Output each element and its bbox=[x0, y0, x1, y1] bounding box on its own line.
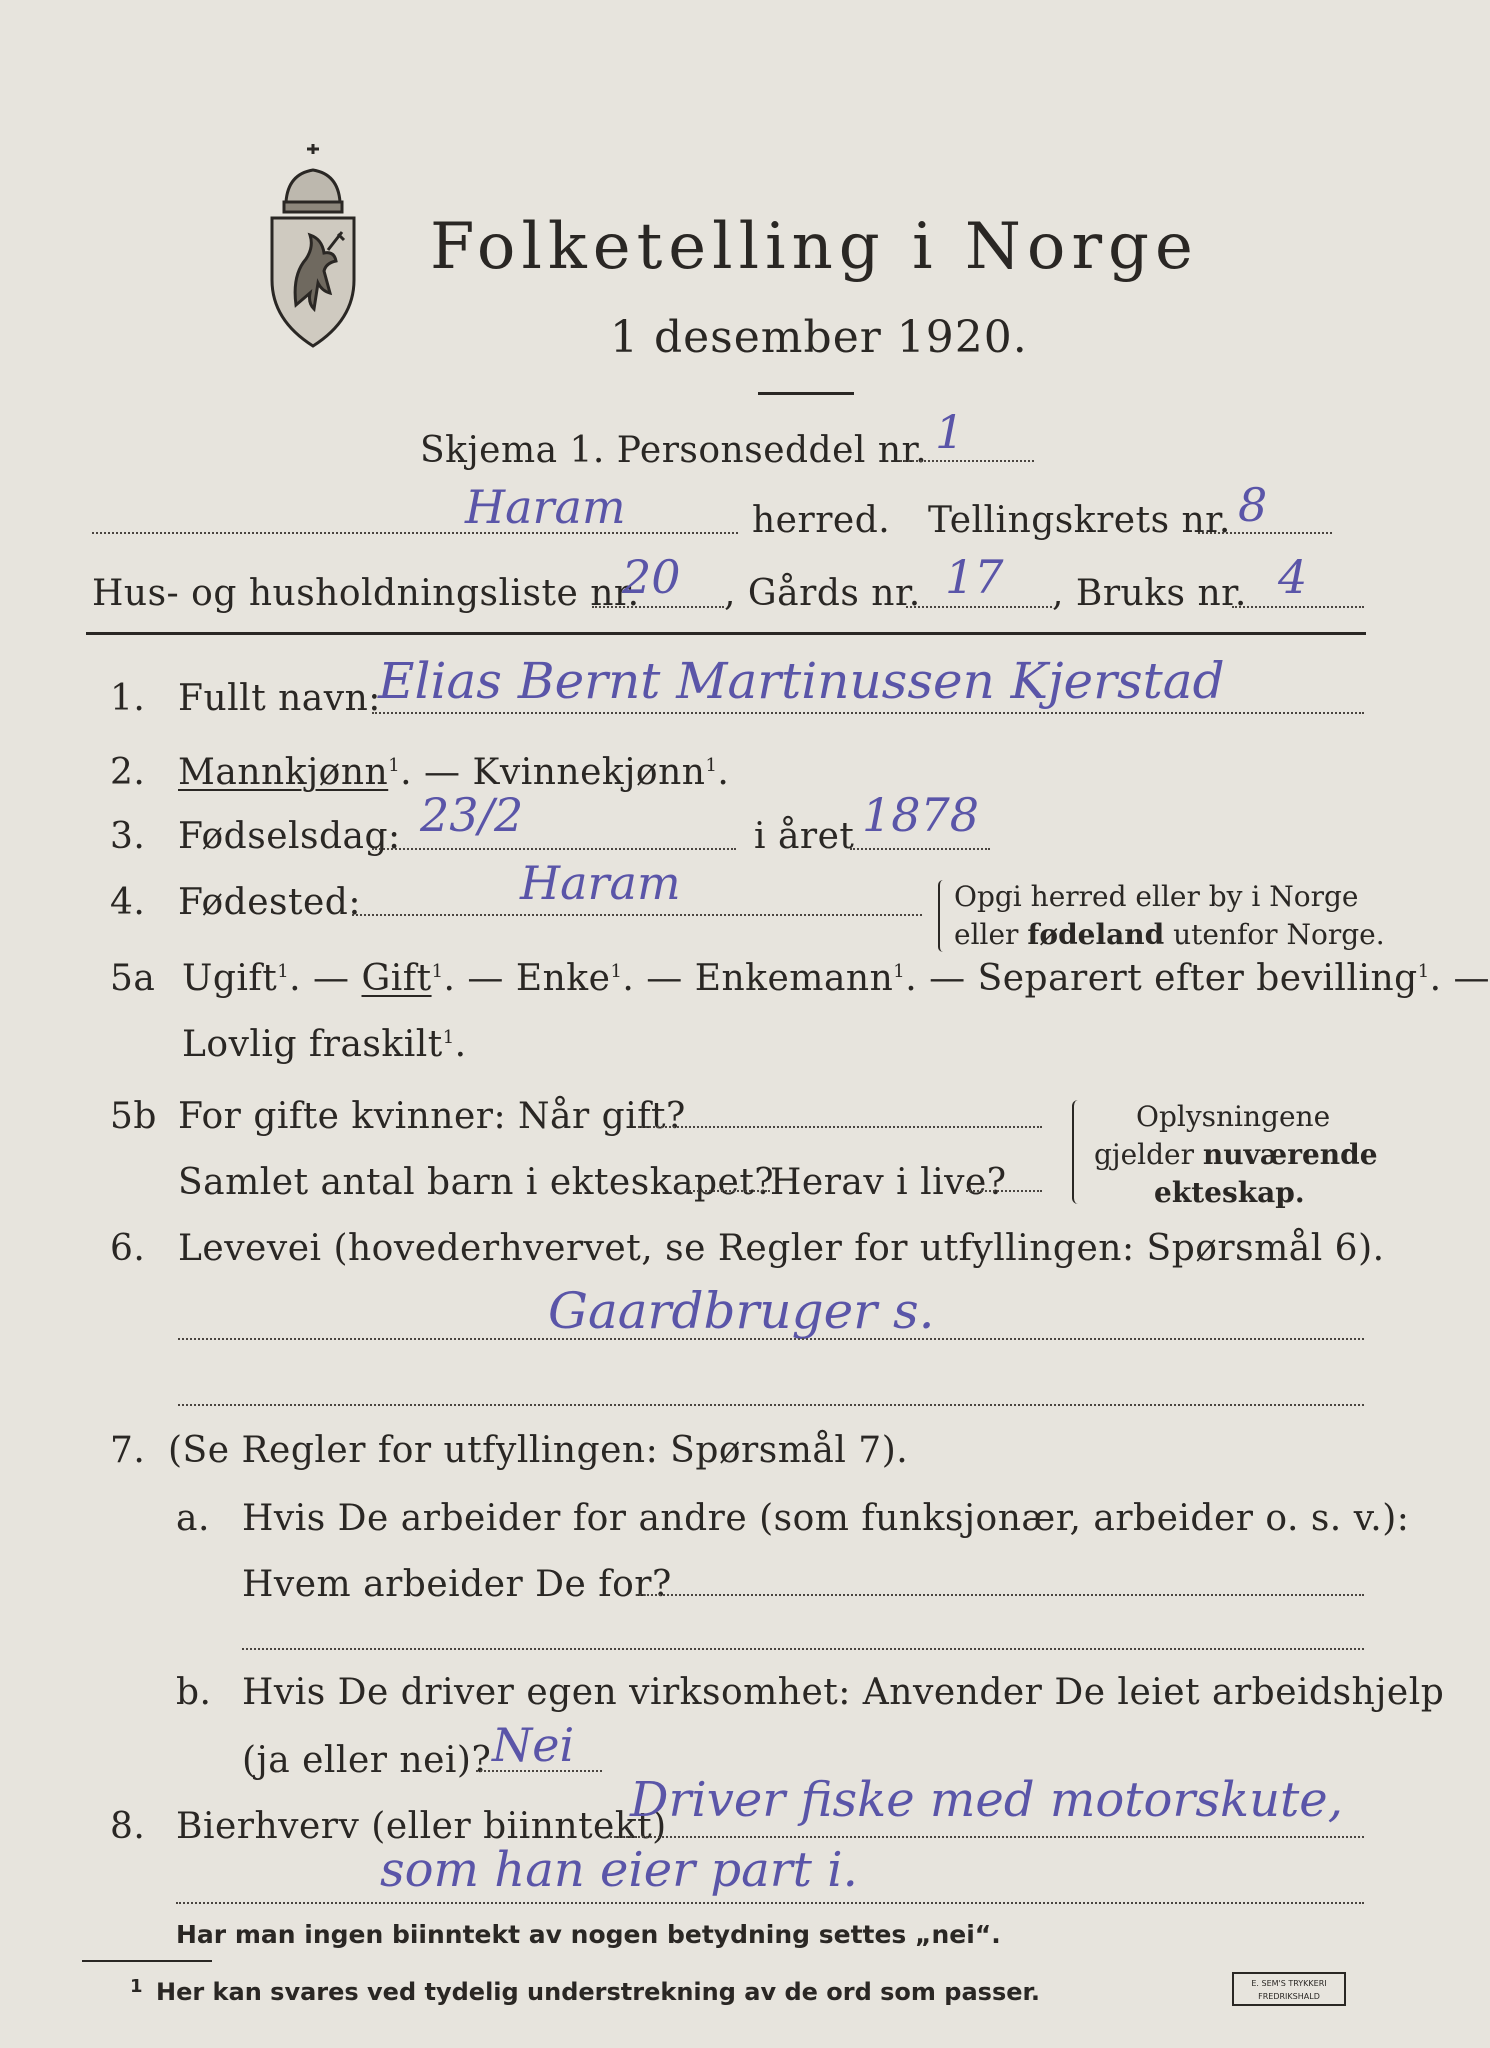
q4-number: 4. bbox=[110, 882, 146, 923]
personseddel-line bbox=[900, 460, 1034, 462]
herred-label: herred. bbox=[752, 500, 891, 541]
birthdate-label: Fødselsdag: bbox=[178, 816, 401, 857]
title-divider bbox=[758, 392, 854, 395]
q3-number: 3. bbox=[110, 816, 146, 857]
employer-line-2 bbox=[242, 1648, 1364, 1650]
hired-help-value[interactable]: Nei bbox=[492, 1718, 575, 1772]
side-income-value-2[interactable]: som han eier part i. bbox=[380, 1842, 858, 1898]
q7-label: (Se Regler for utfyllingen: Spørsmål 7). bbox=[168, 1430, 909, 1471]
q5b-number: 5b bbox=[110, 1096, 157, 1137]
marital-enke[interactable]: . — Enke bbox=[443, 958, 611, 999]
tellingskrets-label: Tellingskrets nr. bbox=[928, 500, 1231, 541]
q7a-line-2: Hvem arbeider De for? bbox=[242, 1564, 672, 1605]
sex-option-female[interactable]: . — Kvinnekjønn bbox=[400, 752, 706, 793]
birthyear-value[interactable]: 1878 bbox=[862, 788, 980, 842]
side-income-line-1 bbox=[610, 1836, 1364, 1838]
sex-options-end: . bbox=[717, 752, 730, 793]
household-list-number[interactable]: 20 bbox=[622, 550, 681, 604]
birthplace-note-brace bbox=[938, 880, 948, 952]
tellingskrets-number[interactable]: 8 bbox=[1238, 478, 1268, 532]
sex-option-male[interactable]: Mannkjønn bbox=[178, 752, 389, 793]
birthyear-line bbox=[850, 848, 990, 850]
household-list-line bbox=[592, 606, 724, 608]
q6-number: 6. bbox=[110, 1228, 146, 1269]
occupation-line-1 bbox=[178, 1338, 1364, 1340]
occupation-line-2 bbox=[178, 1404, 1364, 1406]
children-alive-label: Herav i live? bbox=[770, 1162, 1007, 1203]
married-when-line bbox=[638, 1126, 1042, 1128]
q1-number: 1. bbox=[110, 678, 146, 719]
q7b-letter: b. bbox=[176, 1672, 212, 1713]
personseddel-number[interactable]: 1 bbox=[935, 405, 965, 459]
marital-status-options: Ugift$^1$. — Gift$^1$. — Enke$^1$. — Enkemann$^1$. — Separert efter bevilling$^1$. — bbox=[182, 958, 1490, 999]
side-income-label: Bierhverv (eller biinntekt) bbox=[176, 1806, 667, 1847]
census-date: 1 desember 1920. bbox=[610, 312, 1028, 363]
birthdate-line bbox=[372, 848, 736, 850]
marriage-note-line-1: Oplysningene bbox=[1136, 1100, 1331, 1133]
children-total-label: Samlet antal barn i ekteskapet? bbox=[178, 1162, 775, 1203]
gards-number[interactable]: 17 bbox=[945, 550, 1004, 604]
q7a-letter: a. bbox=[176, 1498, 210, 1539]
marriage-note-brace bbox=[1072, 1100, 1084, 1204]
herred-name[interactable]: Haram bbox=[465, 480, 626, 534]
norwegian-coat-of-arms-icon bbox=[258, 140, 368, 350]
full-name-value[interactable]: Elias Bernt Martinussen Kjerstad bbox=[378, 652, 1225, 710]
bruks-label: , Bruks nr. bbox=[1052, 573, 1247, 614]
q8-number: 8. bbox=[110, 1806, 146, 1847]
side-income-note: Har man ingen biinntekt av nogen betydning settes „nei“. bbox=[176, 1920, 1001, 1949]
q5a-number: 5a bbox=[110, 958, 156, 999]
q2-number: 2. bbox=[110, 752, 146, 793]
bruks-number[interactable]: 4 bbox=[1278, 550, 1308, 604]
side-income-value-1[interactable]: Driver fiske med motorskute, bbox=[630, 1772, 1343, 1828]
birthplace-label: Fødested: bbox=[178, 882, 361, 923]
employer-line-1 bbox=[636, 1594, 1364, 1596]
birthplace-line bbox=[352, 914, 922, 916]
q1-label: Fullt navn: bbox=[178, 678, 381, 719]
birthyear-label: i året bbox=[754, 816, 855, 857]
birthplace-note-line-2: eller fødeland utenfor Norge. bbox=[954, 918, 1385, 951]
footnote-mark: 1 bbox=[130, 1976, 143, 1997]
q1-line bbox=[372, 712, 1364, 714]
sex-footnote-mark-1: 1 bbox=[388, 755, 401, 776]
marriage-note-line-2: gjelder nuværende bbox=[1094, 1138, 1378, 1171]
children-total-line bbox=[686, 1190, 770, 1192]
form-title: Folketelling i Norge bbox=[430, 210, 1199, 284]
children-alive-line bbox=[966, 1190, 1042, 1192]
birthplace-note-line-1: Opgi herred eller by i Norge bbox=[954, 880, 1359, 913]
sex-options bbox=[178, 752, 729, 793]
household-list-label: Hus- og husholdningsliste nr. bbox=[92, 573, 640, 614]
q7a-line-1: Hvis De arbeider for andre (som funksjonær, arbeider o. s. v.): bbox=[242, 1498, 1410, 1539]
marital-separert[interactable]: . — Separert efter bevilling bbox=[905, 958, 1418, 999]
sex-footnote-mark-2: 1 bbox=[705, 755, 718, 776]
gards-label: , Gårds nr. bbox=[724, 573, 921, 614]
tellingskrets-line bbox=[1198, 532, 1332, 534]
married-when-label: For gifte kvinner: Når gift? bbox=[178, 1096, 686, 1137]
gards-line bbox=[906, 606, 1052, 608]
marital-ugift[interactable]: Ugift bbox=[182, 958, 278, 999]
birthplace-value[interactable]: Haram bbox=[520, 856, 681, 910]
marital-fraskilt[interactable]: Lovlig fraskilt$^1$. bbox=[182, 1024, 467, 1065]
q7b-line-1: Hvis De driver egen virksomhet: Anvender De leiet arbeidshjelp bbox=[242, 1672, 1445, 1713]
marital-enkemann[interactable]: . — Enkemann bbox=[622, 958, 894, 999]
footnote-divider bbox=[82, 1960, 212, 1962]
footnote-text: Her kan svares ved tydelig understrekning av de ord som passer. bbox=[156, 1978, 1041, 2006]
marital-gift[interactable]: Gift bbox=[361, 958, 432, 999]
schema-label: Skjema 1. Personseddel nr. bbox=[420, 430, 928, 471]
q7-number: 7. bbox=[110, 1430, 146, 1471]
birthdate-value[interactable]: 23/2 bbox=[420, 788, 524, 842]
header-divider bbox=[86, 632, 1366, 635]
occupation-value[interactable]: Gaardbruger s. bbox=[548, 1282, 935, 1340]
herred-line bbox=[92, 532, 738, 534]
bruks-line bbox=[1232, 606, 1364, 608]
side-income-line-2 bbox=[176, 1902, 1364, 1904]
q7b-line-2: (ja eller nei)? bbox=[242, 1740, 492, 1781]
marriage-note-line-3: ekteskap. bbox=[1154, 1176, 1305, 1209]
printer-stamp: E. SEM'S TRYKKERI FREDRIKSHALD bbox=[1232, 1972, 1346, 2006]
occupation-label: Levevei (hovederhvervet, se Regler for utfyllingen: Spørsmål 6). bbox=[178, 1228, 1385, 1269]
